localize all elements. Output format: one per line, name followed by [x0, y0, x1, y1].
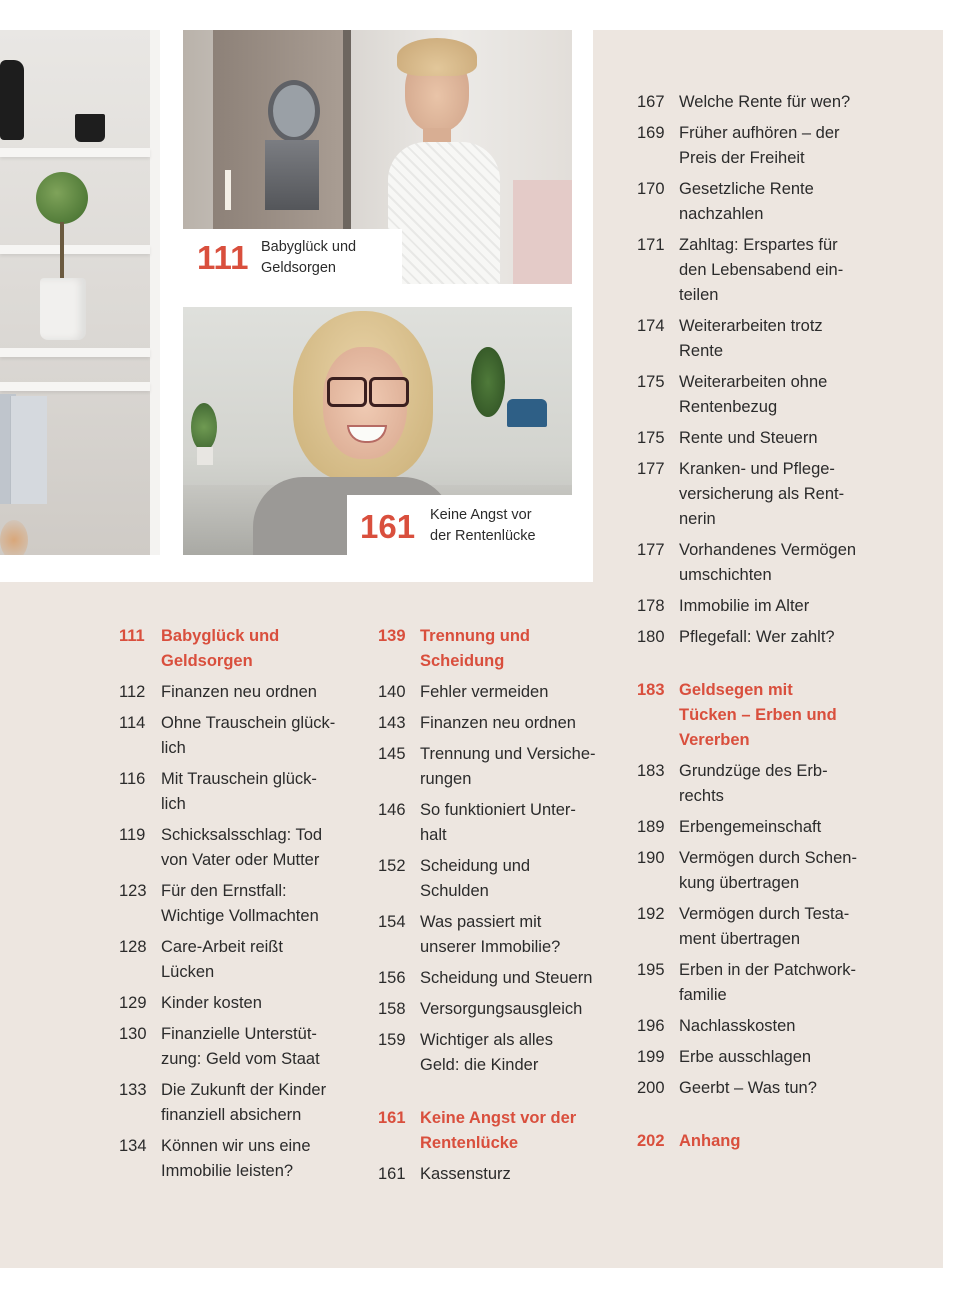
- toc-page-number: 116: [119, 770, 146, 788]
- toc-title-line: Vermögen durch Testa-: [679, 905, 850, 923]
- toc-title-line: zung: Geld vom Staat: [161, 1050, 320, 1068]
- toc-page-number: 189: [637, 818, 665, 836]
- toc-title-line: nerin: [679, 510, 716, 528]
- toc-entry: [637, 1045, 887, 1070]
- toc-entry: [637, 958, 887, 1008]
- toc-title-line: Anhang: [679, 1132, 741, 1150]
- toc-column-2: [378, 624, 618, 1187]
- toc-entry: [378, 966, 618, 991]
- toc-title-line: umschichten: [679, 566, 772, 584]
- toc-entry: [637, 902, 887, 952]
- toc-page-number: 183: [637, 762, 665, 780]
- toc-title-line: Geldsorgen: [161, 652, 253, 670]
- toc-title-line: Geldsegen mit: [679, 681, 793, 699]
- toc-entry: [119, 935, 359, 985]
- toc-page-number: 190: [637, 849, 665, 867]
- toc-title-line: Scheidung und Steuern: [420, 969, 593, 987]
- toc-title-line: Immobilie im Alter: [679, 597, 810, 615]
- toc-title-line: Rente und Steuern: [679, 429, 818, 447]
- caption-text-line: Babyglück und: [261, 239, 357, 255]
- toc-title-line: Weiterarbeiten trotz: [679, 317, 823, 335]
- toc-title-line: Vererben: [679, 731, 750, 749]
- toc-page-number: 161: [378, 1109, 406, 1127]
- toc-title-line: Was passiert mit: [420, 913, 542, 931]
- toc-title-line: nachzahlen: [679, 205, 764, 223]
- toc-title-line: Wichtige Vollmachten: [161, 907, 319, 925]
- toc-entry: [119, 879, 359, 929]
- toc-title-line: Babyglück und: [161, 627, 280, 645]
- toc-page-number: 129: [119, 994, 147, 1012]
- toc-entry: [378, 1028, 618, 1078]
- toc-title-line: Für den Ernstfall:: [161, 882, 287, 900]
- photo-caption-111: [183, 229, 402, 284]
- toc-chapter-entry: [637, 678, 887, 753]
- toc-title-line: Kassensturz: [420, 1165, 511, 1183]
- toc-title-line: Kranken- und Pflege-: [679, 460, 835, 478]
- toc-title-line: Die Zukunft der Kinder: [161, 1081, 327, 1099]
- toc-title-line: Ohne Trauschein glück-: [161, 714, 336, 732]
- toc-entry: [637, 90, 887, 115]
- toc-title-line: Früher aufhören – der: [679, 124, 840, 142]
- toc-page-number: 123: [119, 882, 147, 900]
- toc-title-line: Immobilie leisten?: [161, 1162, 294, 1180]
- toc-entry: [637, 426, 887, 451]
- toc-page-number: 159: [378, 1031, 406, 1049]
- toc-title-line: Finanzen neu ordnen: [161, 683, 317, 701]
- toc-page-number: 192: [637, 905, 665, 923]
- caption-text-line: Geldsorgen: [261, 260, 336, 276]
- toc-entry: [637, 1014, 887, 1039]
- toc-title-line: Vermögen durch Schen-: [679, 849, 857, 867]
- toc-page-number: 200: [637, 1079, 665, 1097]
- photo-caption-161: [347, 495, 572, 555]
- caption-page-number: 161: [360, 508, 416, 545]
- toc-page-number: 161: [378, 1165, 406, 1183]
- toc-title-line: Geerbt – Was tun?: [679, 1079, 817, 1097]
- toc-entry: [637, 625, 887, 650]
- toc-entry: [378, 910, 618, 960]
- toc-title-line: Trennung und: [420, 627, 530, 645]
- toc-title-line: lich: [161, 795, 186, 813]
- toc-title-line: finanziell absichern: [161, 1106, 302, 1124]
- toc-column-1: [119, 624, 359, 1184]
- toc-page-number: 112: [119, 683, 146, 701]
- toc-page-number: 156: [378, 969, 406, 987]
- toc-page-number: 183: [637, 681, 665, 699]
- toc-page-number: 195: [637, 961, 665, 979]
- toc-title-line: Nachlasskosten: [679, 1017, 796, 1035]
- toc-title-line: Rentenlücke: [420, 1134, 519, 1152]
- toc-page-number: 146: [378, 801, 406, 819]
- toc-title-line: Erbe ausschlagen: [679, 1048, 812, 1066]
- toc-page-number: 171: [637, 236, 665, 254]
- toc-title-line: versicherung als Rent-: [679, 485, 845, 503]
- toc-title-line: Kinder kosten: [161, 994, 262, 1012]
- toc-entry: [637, 1076, 887, 1101]
- living-room-shelf-photo: [0, 30, 160, 555]
- toc-entry: [637, 233, 887, 308]
- toc-title-line: Pflegefall: Wer zahlt?: [679, 628, 835, 646]
- toc-title-line: familie: [679, 986, 727, 1004]
- toc-title-line: Scheidung und: [420, 857, 531, 875]
- toc-chapter-entry: [378, 1106, 618, 1156]
- toc-title-line: Wichtiger als alles: [420, 1031, 553, 1049]
- toc-title-line: Gesetzliche Rente: [679, 180, 814, 198]
- toc-chapter-entry: [637, 1129, 887, 1154]
- toc-page-number: 152: [378, 857, 406, 875]
- toc-entry: [119, 823, 359, 873]
- toc-entry: [378, 798, 618, 848]
- toc-title-line: Rente: [679, 342, 724, 360]
- toc-title-line: Erben in der Patchwork-: [679, 961, 856, 979]
- toc-column-3: [637, 90, 887, 1154]
- toc-page-number: 128: [119, 938, 147, 956]
- toc-entry: [119, 1022, 359, 1072]
- toc-entry: [119, 1078, 359, 1128]
- toc-page-number: 143: [378, 714, 406, 732]
- toc-page-number: 130: [119, 1025, 147, 1043]
- toc-page-number: 169: [637, 124, 665, 142]
- toc-page-number: 202: [637, 1132, 665, 1150]
- toc-entry: [637, 759, 887, 809]
- toc-entry: [378, 854, 618, 904]
- toc-entry: [119, 991, 359, 1016]
- toc-page-number: 170: [637, 180, 665, 198]
- toc-entry: [119, 1134, 359, 1184]
- toc-title-line: Lücken: [161, 963, 215, 981]
- toc-entry: [119, 767, 359, 817]
- toc-title-line: Trennung und Versiche-: [420, 745, 596, 763]
- toc-title-line: Schulden: [420, 882, 489, 900]
- toc-title-line: Tücken – Erben und: [679, 706, 837, 724]
- toc-title-line: Care-Arbeit reißt: [161, 938, 283, 956]
- toc-page-number: 178: [637, 597, 665, 615]
- caption-page-number: 111: [197, 239, 249, 276]
- toc-page-number: 199: [637, 1048, 665, 1066]
- toc-title-line: Geld: die Kinder: [420, 1056, 539, 1074]
- toc-page-number: 140: [378, 683, 406, 701]
- toc-entry: [119, 680, 359, 705]
- toc-title-line: Welche Rente für wen?: [679, 93, 851, 111]
- toc-page-number: 133: [119, 1081, 147, 1099]
- toc-title-line: Vorhandenes Vermögen: [679, 541, 857, 559]
- toc-title-line: den Lebensabend ein-: [679, 261, 844, 279]
- toc-entry: [378, 1162, 618, 1187]
- toc-entry: [637, 121, 887, 171]
- toc-entry: [637, 314, 887, 364]
- toc-title-line: rungen: [420, 770, 472, 788]
- toc-chapter-entry: [119, 624, 359, 674]
- toc-title-line: Keine Angst vor der: [420, 1109, 577, 1127]
- toc-entry: [378, 711, 618, 736]
- toc-entry: [637, 594, 887, 619]
- toc-page-number: 177: [637, 460, 665, 478]
- toc-page-number: 139: [378, 627, 406, 645]
- toc-page-number: 134: [119, 1137, 147, 1155]
- toc-page-number: 196: [637, 1017, 665, 1035]
- toc-title-line: halt: [420, 826, 447, 844]
- toc-page-number: 174: [637, 317, 665, 335]
- toc-title-line: Scheidung: [420, 652, 505, 670]
- toc-entry: [637, 177, 887, 227]
- toc-title-line: Preis der Freiheit: [679, 149, 805, 167]
- toc-page-number: 175: [637, 429, 665, 447]
- toc-page-number: 175: [637, 373, 665, 391]
- toc-entry: [378, 997, 618, 1022]
- toc-title-line: kung übertragen: [679, 874, 800, 892]
- toc-title-line: Zahltag: Erspartes für: [679, 236, 838, 254]
- toc-title-line: Grundzüge des Erb-: [679, 762, 828, 780]
- toc-entry: [378, 680, 618, 705]
- toc-title-line: Rentenbezug: [679, 398, 778, 416]
- toc-page-number: 180: [637, 628, 665, 646]
- toc-title-line: So funktioniert Unter-: [420, 801, 576, 819]
- caption-text-line: der Rentenlücke: [430, 528, 536, 544]
- toc-entry: [637, 370, 887, 420]
- toc-entry: [637, 846, 887, 896]
- toc-title-line: ment übertragen: [679, 930, 801, 948]
- toc-title-line: Fehler vermeiden: [420, 683, 549, 701]
- caption-text-line: Keine Angst vor: [430, 507, 532, 523]
- toc-entry: [637, 538, 887, 588]
- toc-page-number: 177: [637, 541, 665, 559]
- toc-page-number: 114: [119, 714, 146, 732]
- toc-entry: [637, 815, 887, 840]
- toc-page-number: 158: [378, 1000, 406, 1018]
- toc-title-line: Können wir uns eine: [161, 1137, 311, 1155]
- toc-title-line: Weiterarbeiten ohne: [679, 373, 828, 391]
- toc-page-number: 167: [637, 93, 665, 111]
- toc-title-line: rechts: [679, 787, 724, 805]
- toc-page-number: 119: [119, 826, 146, 844]
- toc-title-line: Erbengemeinschaft: [679, 818, 822, 836]
- toc-title-line: unserer Immobilie?: [420, 938, 561, 956]
- toc-entry: [637, 457, 887, 532]
- toc-title-line: teilen: [679, 286, 719, 304]
- toc-entry: [378, 742, 618, 792]
- toc-title-line: Versorgungsausgleich: [420, 1000, 583, 1018]
- toc-title-line: lich: [161, 739, 186, 757]
- toc-page-number: 145: [378, 745, 406, 763]
- toc-chapter-entry: [378, 624, 618, 674]
- toc-page-number: 111: [119, 627, 145, 645]
- toc-title-line: von Vater oder Mutter: [161, 851, 320, 869]
- toc-title-line: Finanzielle Unterstüt-: [161, 1025, 317, 1043]
- toc-page-number: 154: [378, 913, 406, 931]
- toc-title-line: Mit Trauschein glück-: [161, 770, 317, 788]
- toc-entry: [119, 711, 359, 761]
- toc-title-line: Schicksalsschlag: Tod: [161, 826, 323, 844]
- toc-title-line: Finanzen neu ordnen: [420, 714, 576, 732]
